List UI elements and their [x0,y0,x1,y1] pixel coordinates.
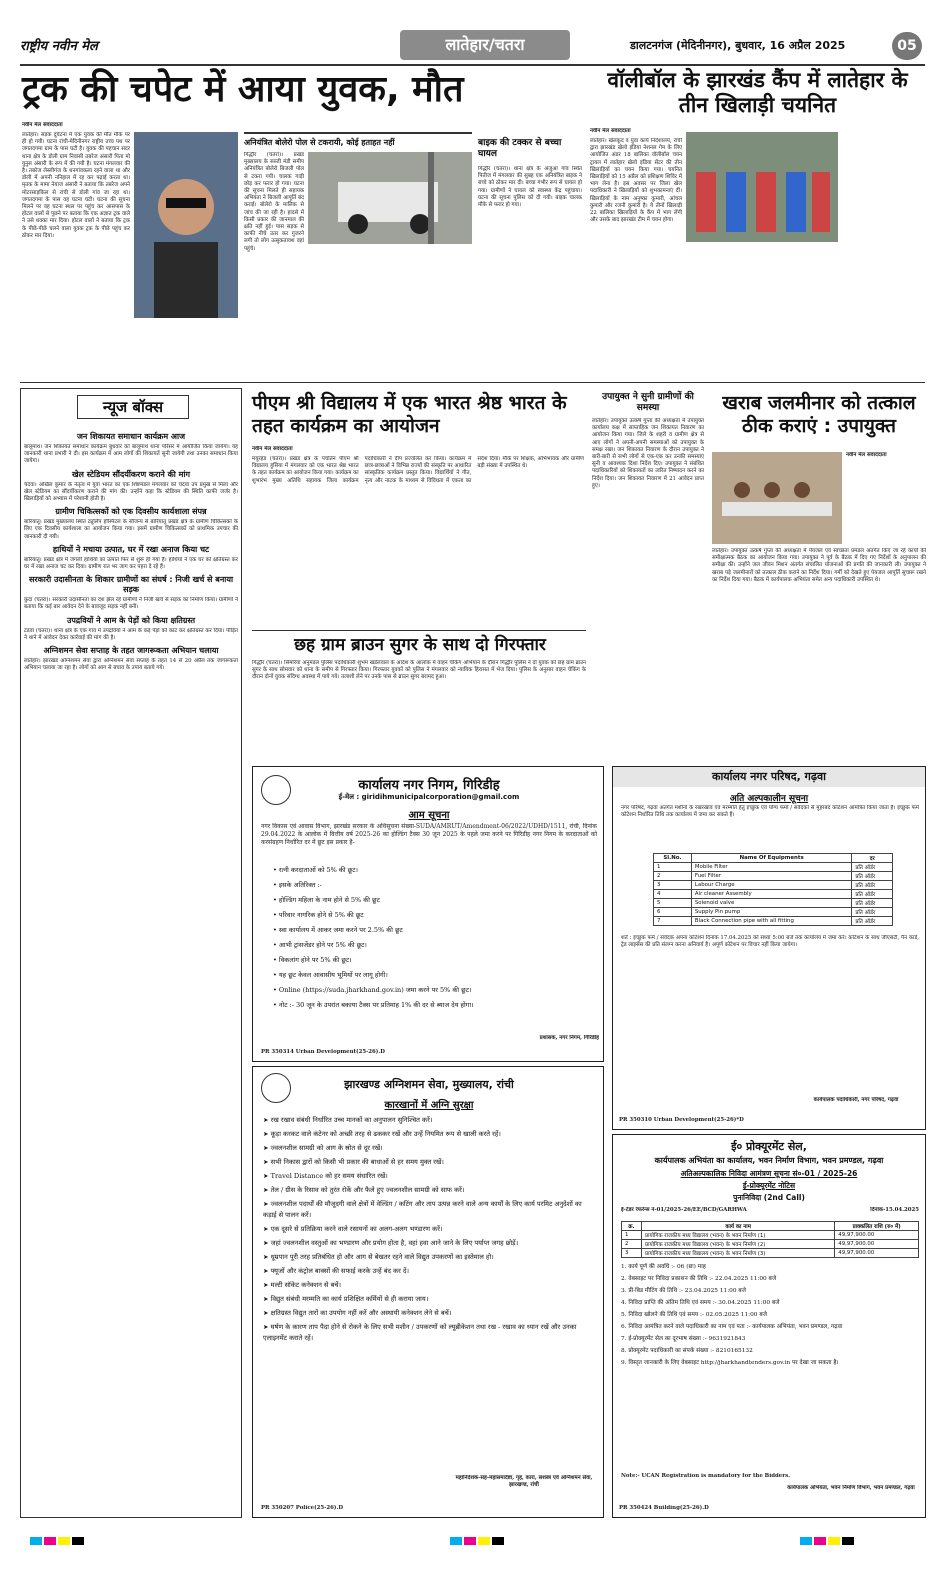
fire-point: ➤ रख रखाव संबंधी निर्धारित उच्च मानकों का अनुपालन सुनिश्चित करें। [263,1116,433,1124]
body-volleyball: लातेहार। खेलकूद व युवा कार्य निदेशालय, रांची द्वारा झारखंड खेलो इंडिया नेशनल गेम के लिए आयोजित अंडर 18 बालिका वॉलीबॉल चयन ट्रायल में लातेहार खेलो इंडिया सेंटर की तीन खिलाड़ियों का चयन किया गया। चयनित खिलाड़ियों को 15 अप्रैल को प्रशिक्षण शिविर में भाग लेना है। इस अवसर पर जिला खेल पदाधिकारी ने खिलाड़ियों को शुभकामनाएं दीं। खिलाड़ियों के नाम अनुष्का कुमारी, आंचल कुमारी और रजनी कुमारी है। ये तीनों खिलाड़ी 22 बालिका खिलाड़ियों के कैंप में भाग लेंगी और उसके बाद झारखंड टीम में चयन होगा। [590,138,682,224]
news-item-head: जन शिकायत समाधान कार्यक्रम आज [76,432,186,441]
equipment-cell: Air cleaner Assembly [691,890,851,899]
tender-office1: ई० प्रोक्यूरमेंट सेल, [731,1140,807,1153]
equipment-table [653,853,893,926]
fire-point: ➤ मल्टी सॉकेट कनेक्शन से बचें। [263,1281,342,1289]
fire-office: झारखण्ड अग्निशमन सेवा, मुख्यालय, रांची [344,1078,514,1091]
dateline: डालटनगंज (मेदिनीनगर), बुधवार, 16 अप्रैल 2025 [630,39,846,52]
equipment-row [654,881,893,890]
giridih-point: • इसके अतिरिक्त :- [273,881,322,889]
tender-detail: 4. निविदा प्राप्ति की अंतिम तिथि एवं समय :- 30.04.2025 11:00 बजे [621,1300,780,1306]
equipment-cell: Solenoid valve [691,899,851,908]
body-truck: लातेहार। सड़क दुर्घटना में एक युवक की मौत मौके पर ही हो गयी। घटना रांची-मेदिनीनगर राष्ट्रीय उच्च पथ पर जगतदगमा ग्राम के पास घटी है। युवक की पहचान सदर थाना क्षेत्र के डोली ग्राम निवासी तबरेज अंसारी पिता मो युनुस अंसारी के रूप में की गयी है। घटना मंगलवार की है। तबरेज लेस्लीगंज के धनगांवकला रहने वाला था और डोली में अपनी ननिहाल में रह कर पढ़ाई करता था। मृतक के मामा नेयाज अंसारी ने बताया कि तबरेज अपने मोटरसाइकिल से रांची से डोली गांव जा रहा था। जगतदगमा के पास वह घटना घटी। घटना की सूचना मिलने पर वह घटना स्थल पर पहुंच कर आसपास के होटल वालों से पूछने पर बताया कि एक अज्ञात ट्रक वाले ने उसे धक्का मार दिया। होटल वालों ने बताया कि ट्रक के पीछे-पीछे चलने वाला युवक ट्रक के पीछे पहुंच कर ठोकर मार दिया। [22,132,130,239]
headline-samasya: उपायुक्त ने सुनी ग्रामीणों की समस्या [602,392,694,413]
equipment-header: Name Of Equipments [691,854,851,863]
equipment-header: दर [852,854,893,863]
newspaper-brand: राष्ट्रीय नवीन मेल [20,39,98,54]
tender-notice-no: अतिअल्पकालिक निविदा आमंत्रण सूचना सं०-01 / 2025-26 [680,1169,858,1178]
giridih-point: • स्वा कार्यालय में आकर जमा करने पर 2.5% की छूट [273,926,403,934]
equipment-cell: Black Connection pipe with all fitting [691,917,851,926]
registration-swatch [450,1537,462,1545]
equipment-row [654,917,893,926]
body-jalminar: लातेहार। उपायुक्त उत्कर्ष गुप्ता की अध्यक्षता में पेयजल एवं स्वच्छता प्रमंडल अंतर्गत किए जा रहे कार्यों की समीक्षात्मक बैठक का आयोजन किया गया। उपायुक्त ने पूर्व के बैठक में दिए गए निर्देशों के अनुपालन की समीक्षा की। उन्होंने जल जीवन मिशन अंतर्गत संचालित योजनाओं की प्रगति की जानकारी ली। उपायुक्त ने खराब पड़े जलमीनारों को तत्काल ठीक कराने का निर्देश दिया। गर्मी को देखते हुए पेयजल आपूर्ति सुचारू रखने का निर्देश दिया गया। बैठक में कार्यपालक अभियंता समेत अन्य पदाधिकारी उपस्थित थे। [712,548,926,583]
news-item-head: हाथियों ने मचाया उत्पात, घर में रखा अनाज किया चट [52,544,210,554]
equipment-cell: Supply Pin pump [691,908,851,917]
headline-truck: ट्रक की चपेट में आया युवक, मौत [22,69,464,110]
meeting-room-icon [712,452,842,544]
byline-truck: नवीन मेल संवाददाता [22,122,63,128]
tender-row [622,1240,919,1249]
masthead [20,30,925,64]
photo-bolero [308,152,472,244]
body-truck-cont [134,320,238,378]
equipment-row [654,872,893,881]
fire-title: कारखानों में अग्नि सुरक्षा [384,1100,474,1111]
news-item-body: बालूमाथ। जन शिकायत समाधान कार्यक्रम बुधवार को बालूमाथ थाना परिसर में आयोजित किया जायेगा। यह जानकारी थाना प्रभारी ने दी। इस कार्यक्रम में आम लोगों की शिकायतें सुनी जायेगी तथा उनका समाधान किया जायेगा। [24,444,238,465]
giridih-point: • विकलांग होने पर 5% की छूट। [273,956,352,964]
body-bolero: गिद्धौर (चतरा)। प्रखंड मुख्यालय के सब्जी मंडी समीप अनियंत्रित बोलेरो बिजली पोल से टकरा गयी। चालक गाड़ी छोड़ कर फरार हो गया। घटना की सूचना मिलते ही सहायक अभियंता ने बिजली आपूर्ति बंद कराई। बोलेरो के मालिक से जांच की जा रही है। हादसे में किसी प्रकार की जानमाल की क्षति नहीं हुई। पास सड़क से काफी नीचे उतर कर गुजरने लगी तो लोग उत्सुकतावश वहां पहुंचे। [244,152,304,252]
news-item-body: टंडवा (चतरा)। थाना क्षेत्र के एक गांव में उपद्रवियों ने आम के कई पेड़ों को काट कर क्षतिग्रस्त कर दिया। पीड़ित ने थाने में आवेदन देकर कार्रवाई की मांग की है। [24,627,238,641]
equipment-row [654,890,893,899]
tender-header: क्र. [622,1222,642,1231]
registration-marks-right [800,1530,920,1540]
equipment-cell: प्रति ऑर्डर [852,863,893,872]
fire-point: ➤ फ्यूजों और कंट्रोल बाक्सों की सफाई करके उन्हें बंद कर दें। [263,1267,409,1275]
body-volleyball-cont [686,246,926,378]
tender-table [621,1221,919,1258]
equipment-cell: 4 [654,890,692,899]
giridih-body: नगर विकास एवं आवास विभाग, झारखंड सरकार के अधिसूचना संख्या-SUDA/AMRUT/Amendment-06/2022/UDHD/1511, रांची, दिनांक 29.04.2022 के आलोक में वित्तीय वर्ष 2025-26 का होल्डिंग टैक्स 30 जून 2025 के पहले जमा करने पर गिरिडीह नगर निगम के करदाताओं को करसंग्रहण निर्धारित दर में छूट इस प्रकार है- [261,823,597,846]
registration-swatch [58,1537,70,1545]
tender-detail: 5. निविदा खोलने की तिथि एवं समय :- 02.05.2025 11:00 बजे [621,1312,767,1318]
fire-point: ➤ विद्युत संबंधी मरम्मति का कार्य प्रशिक्षित कर्मियों से ही कराया जाय। [263,1295,429,1303]
headline-pmshri: पीएम श्री विद्यालय में एक भारत श्रेष्ठ भारत के तहत कार्यक्रम का आयोजन [252,392,567,437]
registration-swatch [72,1537,84,1545]
fire-signature: महानिदेशक-सह-महासमादेष्टा, गृह, कारा, सशस्त्र एवं अग्निशमन सेवा, झारखण्ड, रांची [455,1475,593,1489]
tender-detail: 1. कार्य पूर्ण की अवधि :- 06 (छः) माह [621,1264,706,1270]
giridih-email: ई-मेल : giridihmunicipalcorporation@gmail.com [338,793,520,801]
news-item-body: बारियातू। प्रखंड क्षेत्र में जंगली हाथियों का उत्पात फिर से शुरू हो गया है। हाथियों ने एक घर को क्षतिग्रस्त कर घर में रखा अनाज चट कर दिया। ग्रामीण रात भर जाग कर पहरा दे रहे हैं। [24,556,238,571]
news-item-body: लातेहार। झारखंड अग्निशमन सेवा द्वारा अग्निशमन सेवा सप्ताह के तहत 14 से 20 अप्रैल तक जागरूकता अभियान चलाया जा रहा है। लोगों को आग से बचाव के उपाय बताये गये। [24,658,238,672]
tender-detail: 3. प्री-बिड मीटिंग की तिथि :- 23.04.2025 11:00 बजे [621,1288,746,1294]
fire-point: ➤ कूड़ा करकट वाले कंटेनर को अच्छी तरह से ढककर रखें और उन्हें नियमित रूप से खाली करते रहें। [263,1130,501,1138]
news-box-title: न्यूज बॉक्स [77,395,189,419]
garhwa-office: कार्यालय नगर परिषद, गढ़वा [613,767,925,787]
fire-point: ➤ क्षतिग्रस्त विद्युत तारों का उपयोग नहीं करें और अस्थायी कनेक्शन लेने से बचें। [263,1309,452,1317]
ad-giridih [252,766,604,1062]
news-item-body: चंदवा। अखिल कुमार के नेतृत्व में युवा भारत का एक शिष्टमंडल मंगलवार को चंदवा उप प्रमुख से मिला और खेल स्टेडियम का सौंदर्यीकरण कराने की मांग की। उन्होंने कहा कि स्टेडियम की स्थिति काफी जर्जर है। खिलाड़ियों को अभ्यास में परेशानी होती है। [24,481,238,503]
headline-volleyball: वॉलीबॉल के झारखंड कैंप में लातेहार के तीन खिलाड़ी चयनित [607,68,908,117]
tender-date: दिनांक-15.04.2025 [870,1207,919,1213]
body-pmshri: मयूरहंड (चतरा)। प्रखंड क्षेत्र के पचंतिन पीएम श्री विद्यालय हुसिया में मंगलवार को एक भारत श्रेष्ठ भारत के तहत कार्यक्रम का आयोजन किया गया। कार्यक्रम का शुभारंभ मुख्य अतिथि सहायक जिला कार्यक्रम पदाधिकारी ने दीप प्रज्वलित कर किया। कार्यक्रम में छात्र-छात्राओं ने विभिन्न राज्यों की संस्कृति पर आधारित सांस्कृतिक कार्यक्रम प्रस्तुत किया। विद्यार्थियों ने गीत, नृत्य और नाटक के माध्यम से विविधता में एकता का संदेश दिया। मौके पर शिक्षक, अभिभावक और ग्रामीण बड़ी संख्या में उपस्थित थे। [252,456,584,484]
fire-pr: PR 350207 Police(25-26).D [261,1505,343,1511]
tender-detail: 8. प्रोक्यूरमेंट पदाधिकारी का संपर्क संख्या :- 8210165132 [621,1348,753,1354]
equipment-row [654,899,893,908]
tender-signature: कार्यपालक अभियंता, भवन निर्माण विभाग, भवन प्रमण्डल, गढ़वा [787,1485,915,1491]
tender-detail: 7. ई-प्रोक्यूरमेंट सेल का दूरभाष संख्या :- 9631921843 [621,1336,746,1342]
tender-cell: प्रायोगिक राजकीय मध्य विद्यालय (भवन) के भवन निर्माण (1) [642,1231,835,1240]
rule-bolero [244,132,472,134]
equipment-row [654,863,893,872]
tender-detail: 6. निविदा आमंत्रित करने वाले पदाधिकारी का नाम एवं पता :- कार्यपालक अभियंता, भवन प्रमण्डल, गढ़वा [621,1324,843,1330]
tender-detail: 9. विस्तृत जानकारी के लिए वेबसाइट http://jharkhandtenders.gov.in पर देखा जा सकता है। [621,1360,839,1366]
giridih-point: • रत्नी करदाताओं को 5% की छूट। [273,866,358,874]
tender-cell: 1 [622,1231,642,1240]
news-item-head: उपद्रवियों ने आम के पेड़ों को किया क्षतिग्रस्त [66,615,196,625]
masthead-rule [20,64,925,66]
equipment-cell: प्रति ऑर्डर [852,872,893,881]
victim-portrait-icon [134,132,238,318]
giridih-pr: PR 350314 Urban Development(25-26).D [261,1049,385,1055]
photo-victim [134,132,238,318]
news-item-head: ग्रामीण चिकित्सकों को एक दिवसीय कार्यशाला संपन्न [55,507,207,517]
news-item-body: कुंदा (चतरा)। सरकारी उदासीनता का दंश झेल रहे ग्रामीणों ने निजी खर्च से सड़क का निर्माण किया। ग्रामीणों ने बताया कि कई बार आवेदन देने के बावजूद सड़क नहीं बनी। [24,597,238,611]
tender-note: Note:- UCAN Registration is mandatory for the Bidders. [621,1473,790,1479]
registration-marks-center [450,1530,510,1540]
equipment-cell: 5 [654,899,692,908]
section-label: लातेहार/चतरा [400,30,570,60]
registration-marks [30,1530,150,1540]
body-samasya: लातेहार। उपायुक्त उत्कर्ष गुप्ता की अध्यक्षता में उपायुक्त कार्यालय कक्ष में साप्ताहिक जन शिकायत निवारण का आयोजन किया गया। जिले के शहरी व ग्रामीण क्षेत्र से आए लोगों ने अपनी-अपनी समस्याओं को उपायुक्त के समक्ष रखा। जन शिकायत निवारण के दौरान उपायुक्त ने बारी-बारी से सभी लोगों से एक-एक कर उनकी समस्याएं सुनी व आवश्यक दिशा निर्देश दिए। उपायुक्त ने संबंधित पदाधिकारियों को शिकायतों का त्वरित निष्पादन करने का निर्देश दिया। जन शिकायत निवारण में 21 आवेदन प्राप्त हुए। [592,418,704,489]
registration-swatch [800,1537,812,1545]
ad-fire [252,1066,604,1518]
news-item-head: अग्निशमन सेवा सप्ताह के तहत जागरूकता अभियान चलाया [43,646,219,656]
fire-point: ➤ घर्षण के कारण ताप पैदा होने से रोकने के लिए सभी मशीन / उपकरणों को ल्यूब्रीकेशन तथा रख - रखाव का ध्यान रखें और उनका एलाइनमेंट कराते रहें। [263,1323,577,1342]
equipment-cell: प्रति ऑर्डर [852,908,893,917]
byline-pmshri: नवीन मेल संवाददाता [252,446,293,452]
equipment-cell: Labour Charge [691,881,851,890]
tender-detail: 2. वेबसाइट पर निविदा प्रकाशन की तिथि :- 22.04.2025 11:00 बजे [621,1276,777,1282]
fire-point: ➤ जहां ज्वलनशील वस्तुओं का भण्डारण और प्रयोग होता है, वहां हवा आने जाने के लिए पर्याप्त जगह छोड़ें। [263,1239,519,1247]
ad-garhwa-tender [612,1134,926,1518]
tender-cell: प्रायोगिक राजकीय मध्य विद्यालय (भवन) के भवन निर्माण (3) [642,1249,835,1258]
registration-swatch [30,1537,42,1545]
garhwa-signature: कार्यपालक पदाधिकारी, नगर परिषद, गढ़वा [813,1097,899,1103]
tender-details [621,1263,919,1463]
equipment-cell: प्रति ऑर्डर [852,917,893,926]
tender-cell: 49,97,900.00 [835,1240,919,1249]
fire-points [263,1115,597,1471]
garhwa-pr: PR 350310 Urban Development(25-26)*D [619,1117,744,1123]
giridih-signature: प्रशासक, नगर निगम, गिरिडीह [539,1035,599,1041]
fire-point: ➤ तेल / ग्रीस के रिसाव को तुरंत रोकें और फैले हुए ज्वलनशील सामग्री को साफ करें। [263,1186,465,1194]
body-brownsugar: गिद्धौर (चतरा)। सिमरिया अनुमंडल पुलिस पदाधिकारी शुभम खंडेलवाल के आदेश के आलोक में वाहन चेकिंग अभियान के दौरान गिद्धौर पुलिस ने दो युवक को छह ग्राम ब्राउन सुगर के साथ सोमवार को थाना के समीप से गिरफ्तार किया। गिरफ्तार युवकों को पुलिस ने मंगलवार को न्यायिक हिरासत में भेज दिया। पुलिस के अनुसार वाहन चेकिंग के दौरान दोनों युवक संदिग्ध अवस्था में पाये गये। तलाशी लेने पर उनके पास से ब्राउन सुगर बरामद हुआ। [252,660,586,681]
rule-brownsugar [252,630,586,631]
tender-header: कार्य का नाम [642,1222,835,1231]
body-volleyball-side [842,132,926,250]
news-item-body: बारियातू। प्रखंड मुख्यालय स्थित ट्यूलिप हॉस्पिटल के सौजन्य से बारियातू प्रखंड क्षेत्र के ग्रामीण चिकित्सकों के लिए एक दिवसीय कार्यशाला का आयोजन किया गया। इसमें ग्रामीण चिकित्सकों को प्राथमिक उपचार की जानकारी दी गयी। [24,519,238,540]
giridih-office: कार्यालय नगर निगम, गिरिडीह [358,778,500,793]
byline-jalminar: नवीन मेल संवाददाता [846,452,887,458]
registration-swatch [492,1537,504,1545]
equipment-cell: 7 [654,917,692,926]
team-group-icon [686,132,838,242]
tender-pr: PR 350424 Building(25-26).D [619,1505,709,1511]
news-box-items [24,428,238,1514]
news-item-head: खेल स्टेडियम सौंदर्यीकरण कराने की मांग [72,469,190,479]
equipment-cell: 3 [654,881,692,890]
registration-swatch [44,1537,56,1545]
fire-point: ➤ एक दूसरे से प्रतिक्रिया करने वाले रसायनों का अलग-अलग भण्डारण करें। [263,1225,443,1233]
registration-swatch [814,1537,826,1545]
giridih-points [273,863,593,1031]
headline-jalminar: खराब जलमीनार को तत्काल ठीक कराएं : उपायुक्त [722,392,916,437]
giridih-point: • Online (https://suda.jharkhand.gov.in) जमा करने पर 5% की छूट। [273,986,472,994]
photo-meeting [712,452,842,544]
fire-point: ➤ Travel Distance को हर समय संधारित रखें। [263,1172,388,1180]
tender-cell: प्रायोगिक राजकीय मध्य विद्यालय (भवन) के भवन निर्माण (2) [642,1240,835,1249]
registration-swatch [842,1537,854,1545]
equipment-cell: Mobile Filter [691,863,851,872]
body-jalminar-side [846,462,926,546]
equipment-cell: 2 [654,872,692,881]
tender-cell: 49,97,900.00 [835,1249,919,1258]
tender-cell: 49,97,900.00 [835,1231,919,1240]
tender-recall: पुनःनिविदा (2nd Call) [733,1193,805,1202]
news-item-head: सरकारी उदासीनता के शिकार ग्रामीणों का संघर्ष : निजी खर्च से बनाया सड़क [28,575,234,595]
fire-point: ➤ धूम्रपान पूरी तरह प्रतिबंधित हो और आग से बेखतर रहने वाले विद्युत उपकरणों का इस्तेमाल हो। [263,1253,494,1261]
equipment-cell: Fuel Filter [691,872,851,881]
registration-swatch [478,1537,490,1545]
fire-point: ➤ सभी निकास द्वारों को किसी भी प्रकार की बाधाओं से हर समय मुक्त रखें। [263,1158,444,1166]
photo-volleyball-team [686,132,838,242]
ad-garhwa-nagar [612,766,926,1130]
giridih-point: • आभी ट्रांसजेंडर होने पर 5% की छूट। [273,941,367,949]
garhwa-intro: नगर परिषद, गढ़वा अंतर्गत मशीनों के रखरखाव एवं मरम्मति हेतु इच्छुक एवं योग्य फर्मों / संवेदकों से मुहरबंद कोटेशन आमंत्रित किया जाता है। इच्छुक फर्म कोटेशन निर्धारित तिथि तक कार्यालय में जमा कर सकते हैं। [621,805,919,819]
equipment-cell: 1 [654,863,692,872]
tender-header: प्राक्कलित राशि (रु० में) [835,1222,919,1231]
page-number: 05 [892,32,922,60]
byline-volleyball: नवीन मेल संवाददाता [590,128,631,134]
body-bolero-cont [308,248,472,378]
tender-row [622,1231,919,1240]
giridih-point: • होल्डिंग महिला के नाम होने से 5% की छूट [273,896,380,904]
tender-eproc: ई-प्रोक्यूरमेंट नोटिस [742,1181,796,1190]
row-rule [20,382,925,383]
bolero-car-icon [308,152,472,244]
headline-bolero: अनियंत्रित बोलेरो पोल से टकरायी, कोई हताहत नहीं [244,138,395,147]
registration-swatch [828,1537,840,1545]
headline-brownsugar: छह ग्राम ब्राउन सुगर के साथ दो गिरफ्तार [294,635,546,655]
headline-bike: बाइक की टक्कर से बच्चा घायल [478,138,562,159]
tender-cell: 3 [622,1249,642,1258]
garhwa-title: अति अल्पकालीन सूचना [729,794,809,804]
body-bike: गिद्धौर (चतरा)। थाना क्षेत्र के अंजुआ गांव स्थित पितीज में मंगलवार की सुबह एक अनियंत्रित बाइक ने बच्चे को ठोकर मार दी। बच्चा गंभीर रूप से घायल हो गया। ग्रामीणों ने घायल को स्वास्थ्य केंद्र पहुंचाया। घटना की सूचना पुलिस को दी गयी। बाइक चालक मौके से फरार हो गया। [478,166,582,209]
equipment-cell: 6 [654,908,692,917]
equipment-cell: प्रति ऑर्डर [852,890,893,899]
tender-ref: ई-टेंडर रेफरेन्स नं-01/2025-26/EE/BCD/GARHWA [621,1207,747,1213]
fire-point: ➤ ज्वलनशील पदार्थों की मौजूदगी वाले क्षेत्रों में वेल्डिंग / कटिंग और ताप उत्पन्न करने वाले अन्य कार्यों के लिए कार्य परमिट अनुदेशों का कड़ाई से पालन करें। [263,1200,582,1219]
giridih-point: • नोट :- 30 जून के उपरांत बकाया टैक्स पर प्रतिमाह 1% की दर से ब्याज देय होगा। [273,1001,474,1009]
equipment-row [654,908,893,917]
giridih-point: • परिवार नागरिक होने से 5% की छूट [273,911,364,919]
registration-swatch [464,1537,476,1545]
equipment-cell: प्रति ऑर्डर [852,881,893,890]
fire-point: ➤ ज्वलनशील सामग्री को आग के स्रोत से दूर रखें। [263,1144,383,1152]
giridih-point: • यह छूट केवल आवासीय भूमियों पर लागू होगी। [273,971,388,979]
tender-office2: कार्यपालक अभियंता का कार्यालय, भवन निर्माण विभाग, भवन प्रमण्डल, गढ़वा [654,1156,884,1165]
tender-cell: 2 [622,1240,642,1249]
equipment-header: Sl.No. [654,854,692,863]
equipment-cell: प्रति ऑर्डर [852,899,893,908]
tender-row [622,1249,919,1258]
giridih-title: आम सूचना [408,810,450,821]
garhwa-conditions: शर्तें : इच्छुक फर्म / संवेदक अपना कोटेशन दिनांक 17.04.2025 को संध्या 5:00 बजे तक कार्यालय में जमा करें। कोटेशन के साथ जीएसटी, पैन कार्ड, ट्रेड लाइसेंस की प्रति संलग्न करना अनिवार्य है। अपूर्ण कोटेशन पर विचार नहीं किया जायेगा। [621,935,919,949]
